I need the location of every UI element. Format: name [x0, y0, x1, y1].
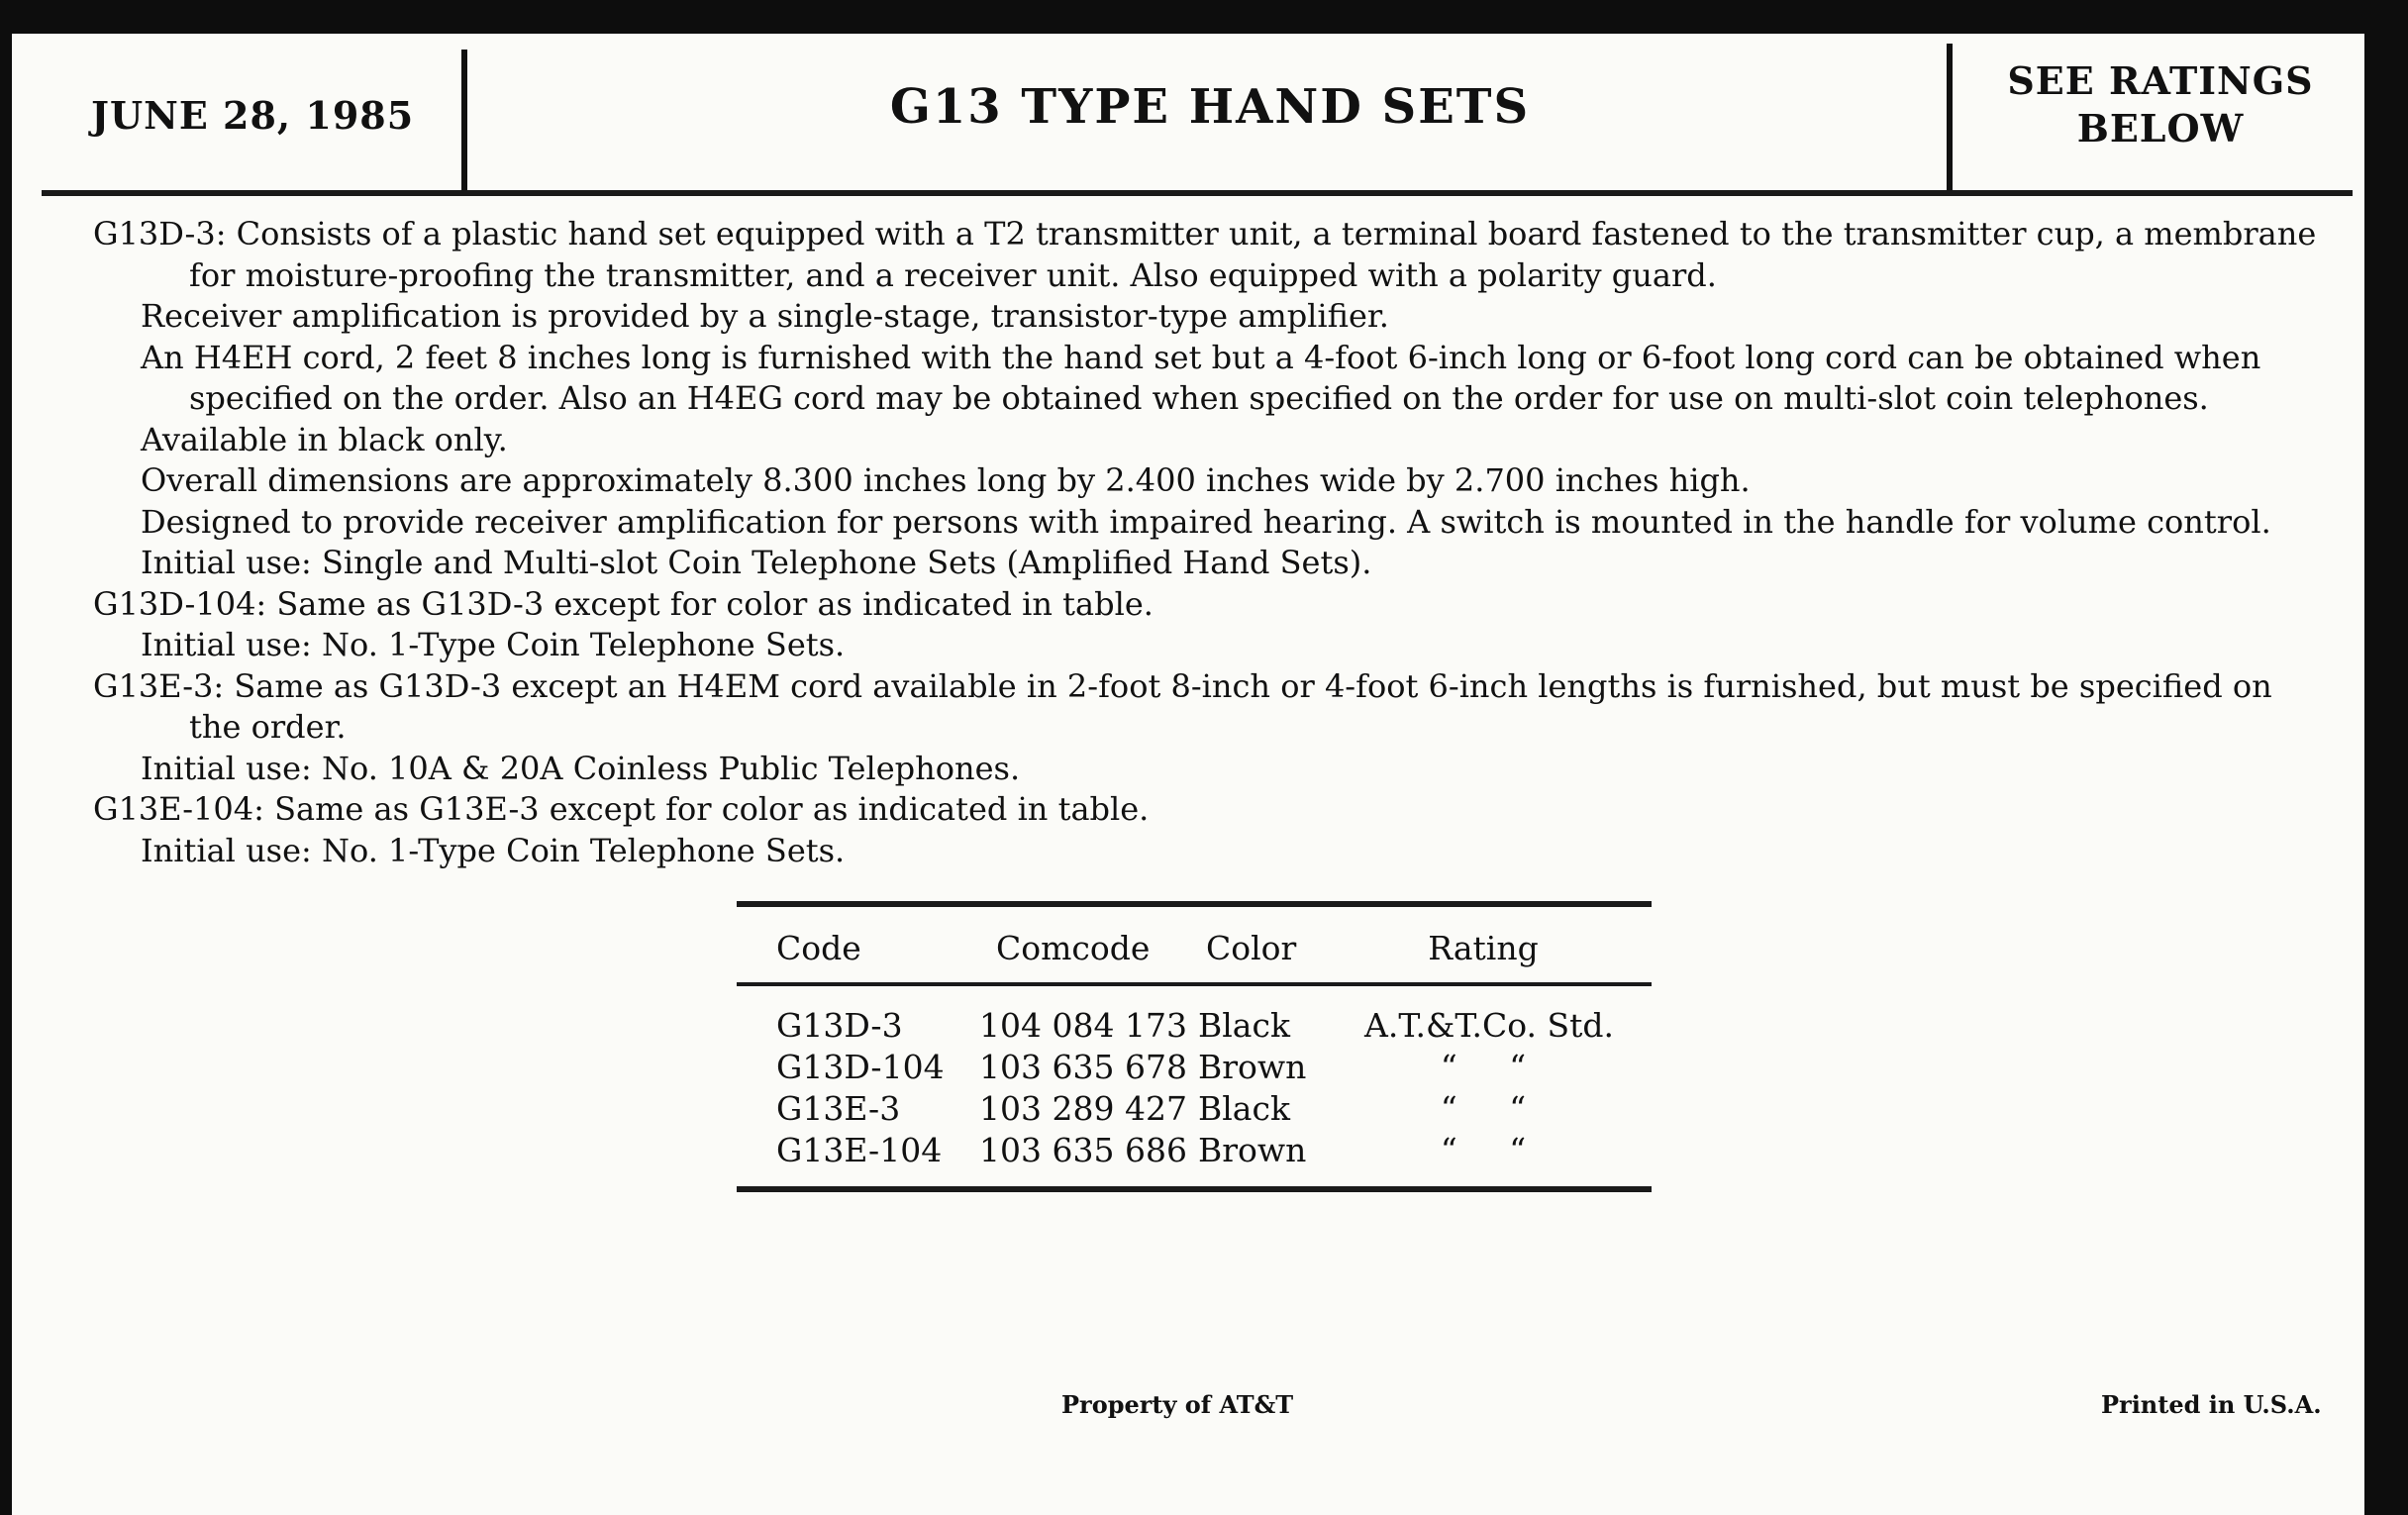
cell-comcode: 103 635 678 — [979, 1048, 1187, 1086]
paragraph: Designed to provide receiver amplification for persons with impaired hearing. A switch is mounted in the handle for volume control. — [141, 502, 2271, 541]
cell-rating: “ “ — [1440, 1089, 1527, 1128]
paragraph: Overall dimensions are approximately 8.300 inches long by 2.400 inches wide by 2.700 inches high. — [141, 461, 1751, 499]
cell-code: G13E-3 — [776, 1089, 901, 1128]
issue-date: JUNE 28, 1985 — [91, 93, 415, 138]
header-rule — [42, 190, 2353, 196]
paragraph: Initial use: No. 1-Type Coin Telephone Sets. — [141, 626, 846, 663]
cell-comcode: 104 084 173 — [979, 1006, 1187, 1045]
table-row — [737, 1131, 1652, 1172]
cell-rating: “ “ — [1440, 1131, 1527, 1169]
paragraph: G13E-3: Same as G13D-3 except an H4EM cord available in 2-foot 8-inch or 4-foot 6-inch lengths is furnished, but must be specified on the order. — [93, 666, 2272, 746]
column-header-color: Color — [1206, 929, 1297, 967]
paragraph: Available in black only. — [141, 420, 508, 458]
cell-code: G13D-3 — [776, 1006, 903, 1045]
paragraph: Initial use: No. 1-Type Coin Telephone Sets. — [141, 831, 846, 869]
table-header-row — [737, 907, 1652, 982]
cell-comcode: 103 289 427 — [979, 1089, 1187, 1128]
cell-color: Brown — [1198, 1131, 1307, 1169]
footer-printed: Printed in U.S.A. — [2101, 1390, 2322, 1419]
page-title: G13 TYPE HAND SETS — [889, 79, 1531, 135]
header-bar — [12, 34, 2364, 192]
header-divider-right — [1947, 44, 1953, 192]
cell-rating: A.T.&T.Co. Std. — [1364, 1006, 1614, 1045]
ratings-note — [1962, 57, 2358, 152]
description-body — [93, 214, 2321, 871]
cell-color: Black — [1198, 1006, 1290, 1045]
cell-comcode: 103 635 686 — [979, 1131, 1187, 1169]
table-row — [737, 1006, 1652, 1048]
footer-property: Property of AT&T — [1061, 1390, 1294, 1419]
cell-code: G13D-104 — [776, 1048, 945, 1086]
paragraph: G13E-104: Same as G13E-3 except for color as indicated in table. — [93, 790, 1150, 828]
table-row — [737, 1048, 1652, 1089]
table-row — [737, 1089, 1652, 1131]
column-header-code: Code — [776, 929, 861, 967]
handset-table — [737, 901, 1652, 1192]
ratings-note-line1: SEE RATINGS — [2007, 58, 2314, 103]
paragraph: Initial use: No. 10A & 20A Coinless Public Telephones. — [141, 749, 1021, 787]
column-header-comcode: Comcode — [996, 929, 1151, 967]
column-header-rating: Rating — [1428, 929, 1539, 967]
ratings-note-line2: BELOW — [2076, 106, 2245, 151]
cell-color: Black — [1198, 1089, 1290, 1128]
paragraph: G13D-104: Same as G13D-3 except for color as indicated in table. — [93, 584, 1154, 623]
cell-color: Brown — [1198, 1048, 1307, 1086]
cell-rating: “ “ — [1440, 1048, 1527, 1086]
table-body — [737, 986, 1652, 1172]
document-card — [12, 34, 2364, 1515]
paragraph: G13D-3: Consists of a plastic hand set equipped with a T2 transmitter unit, a terminal board fastened to the transmitter cup, a membrane for moisture-proofing the transmitter, and a receiver unit. Also equipped with a polarity guard. — [93, 215, 2317, 294]
table-rule-bottom — [737, 1186, 1652, 1192]
paragraph: Initial use: Single and Multi-slot Coin Telephone Sets (Amplified Hand Sets). — [141, 544, 1372, 581]
paragraph: An H4EH cord, 2 feet 8 inches long is furnished with the hand set but a 4-foot 6-inch long or 6-foot long cord can be obtained when specified on the order. Also an H4EG cord may be obtained when specified on the order for use on multi-slot coin telephones. — [141, 338, 2261, 417]
paragraph: Receiver amplification is provided by a single-stage, transistor-type amplifier. — [141, 297, 1389, 335]
cell-code: G13E-104 — [776, 1131, 943, 1169]
